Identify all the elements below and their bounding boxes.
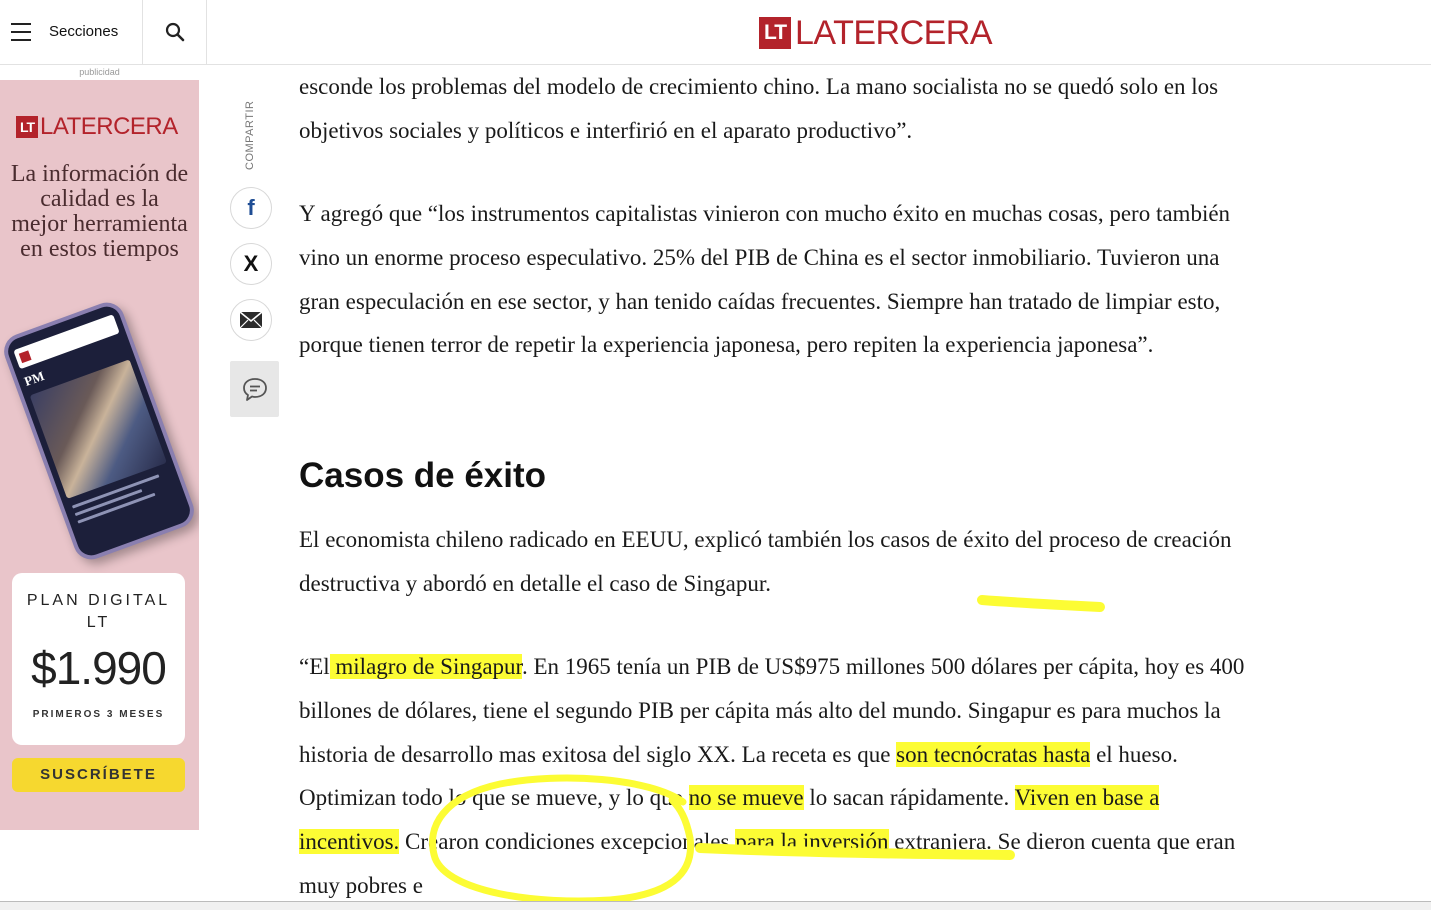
logo-text: LATERCERA: [795, 14, 993, 52]
sections-menu-button[interactable]: [0, 0, 143, 64]
plan-price: $1.990: [31, 642, 166, 694]
email-share-button[interactable]: [230, 299, 272, 341]
ad-logo-text: LATERCERA: [40, 113, 178, 140]
share-label: COMPARTIR: [244, 100, 256, 170]
article-paragraph: [299, 65, 1264, 153]
advertisement-banner[interactable]: [0, 80, 199, 830]
paragraph-text: extranjera. Se dieron cuenta que eran muy pobres e: [299, 829, 1236, 898]
ad-logo-mark: LT: [16, 116, 38, 138]
paragraph-text: “El: [299, 654, 330, 679]
facebook-share-button[interactable]: [230, 187, 272, 229]
search-icon: [165, 22, 185, 42]
ad-label: publicidad: [79, 67, 120, 77]
highlighted-text: Viven en base a incentivos.: [299, 785, 1160, 855]
ad-logo: [16, 113, 178, 140]
paragraph-text: lo sacan rápidamente.: [803, 785, 1015, 811]
section-heading: Casos de éxito: [299, 456, 547, 495]
paragraph-text: Y agregó que “los instrumentos capitalistas vinieron con mucho éxito en muchas cosas, pero también vino un enorme proceso especulativo. 25% del PIB de China es el sector inmobiliario. Tuvieron una gran especulación en ese sector, y han tenido caídas frecuentes. Siempre han tratado de limpiar esto, porque tienen terror de repetir la experiencia japonesa, pero repiten la experiencia japonesa”.: [299, 201, 1231, 358]
highlighted-text: para la inversión: [735, 829, 889, 855]
logo-mark: LT: [759, 17, 791, 49]
article-paragraph: [299, 518, 1264, 606]
search-button[interactable]: [143, 0, 207, 64]
highlighted-text: no se mueve: [688, 785, 804, 811]
subscribe-button[interactable]: SUSCRÍBETE: [12, 758, 185, 792]
article-paragraph: [299, 192, 1264, 367]
phone-mockup-image: [0, 298, 199, 565]
x-share-button[interactable]: [230, 243, 272, 285]
plan-note: PRIMEROS 3 MESES: [32, 709, 165, 720]
plan-card: [12, 573, 185, 745]
article-paragraph: [299, 645, 1264, 908]
paragraph-text: el hueso. Optimizan todo lo que se mueve, y lo que: [299, 741, 1178, 811]
facebook-icon: f: [247, 195, 255, 220]
site-header: [0, 0, 1431, 65]
sections-label: Secciones: [49, 23, 119, 40]
paragraph-text: El economista chileno radicado en EEUU, explicó también los casos de éxito del proceso de creación destructiva y abordó en detalle el caso de Singapur.: [299, 527, 1232, 596]
paragraph-text: . En 1965 tenía un PIB de US$975 millones 500 dólares per cápita, hoy es 400 billones de dólares, tiene el segundo PIB per cápita más alto del mundo. Singapur es para muchos la historia de desarrollo mas exitosa del siglo XX. La receta es que: [299, 654, 1245, 767]
paragraph-text: esconde los problemas del modelo de crecimiento chino. La mano socialista no se quedó solo en los objetivos sociales y políticos e interfirió en el aparato productivo”.: [299, 74, 1219, 143]
highlighted-text: son tecnócratas hasta: [896, 741, 1091, 767]
highlighted-text: milagro de Singapur: [329, 654, 522, 679]
email-icon: [239, 311, 263, 329]
x-icon: X: [243, 251, 259, 276]
ad-tagline: La información de calidad es la mejor herramienta en estos tiempos: [10, 161, 189, 262]
comments-button[interactable]: [230, 361, 279, 417]
plan-title: PLAN DIGITAL LT: [26, 592, 171, 631]
comment-icon: [241, 376, 269, 402]
hamburger-icon: [11, 23, 31, 41]
paragraph-text: Crearon condiciones excepcionales: [399, 829, 736, 855]
phone-brand: PM: [22, 367, 47, 389]
site-logo[interactable]: [759, 16, 992, 50]
